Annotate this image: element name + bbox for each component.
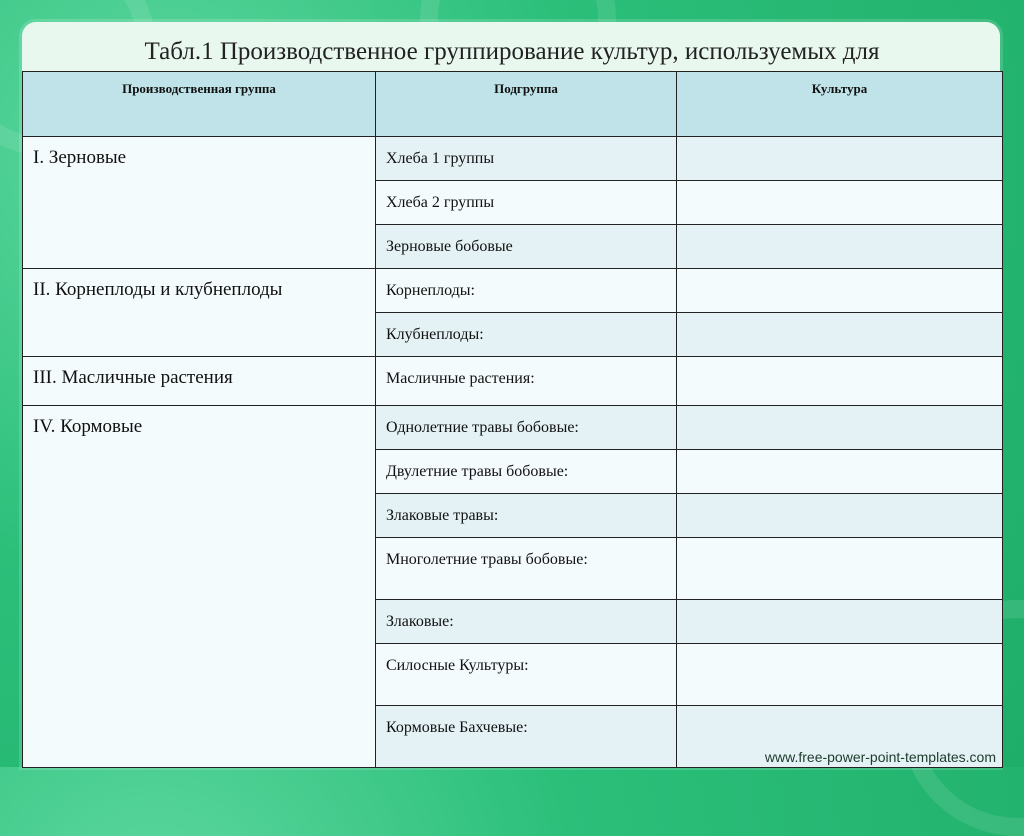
- table-row: [23, 137, 1003, 181]
- culture-cell[interactable]: [677, 181, 1003, 225]
- culture-cell[interactable]: [677, 357, 1003, 406]
- subgroup-cell: Зерновые бобовые: [376, 225, 677, 269]
- subgroup-cell: Однолетние травы бобовые:: [376, 406, 677, 450]
- culture-cell[interactable]: [677, 450, 1003, 494]
- subgroup-cell: Многолетние травы бобовые:: [376, 538, 677, 600]
- group-cell: II. Корнеплоды и клубнеплоды: [23, 269, 376, 357]
- table-row: [23, 406, 1003, 450]
- culture-cell[interactable]: [677, 538, 1003, 600]
- footer-url: www.free-power-point-templates.com: [764, 749, 996, 765]
- subgroup-cell: Масличные растения:: [376, 357, 677, 406]
- subgroup-cell: Клубнеплоды:: [376, 313, 677, 357]
- subgroup-cell: Двулетние травы бобовые:: [376, 450, 677, 494]
- culture-cell[interactable]: [677, 494, 1003, 538]
- table-row: [23, 357, 1003, 406]
- subgroup-cell: Кормовые Бахчевые:: [376, 706, 677, 768]
- header-subgroup: Подгруппа: [376, 72, 677, 137]
- culture-cell[interactable]: [677, 406, 1003, 450]
- group-cell: I. Зерновые: [23, 137, 376, 269]
- group-cell: IV. Кормовые: [23, 406, 376, 768]
- culture-cell[interactable]: [677, 137, 1003, 181]
- subgroup-cell: Хлеба 1 группы: [376, 137, 677, 181]
- table-header-row: [23, 72, 1003, 137]
- table-row: [23, 269, 1003, 313]
- group-cell: III. Масличные растения: [23, 357, 376, 406]
- culture-cell[interactable]: [677, 644, 1003, 706]
- culture-cell[interactable]: [677, 600, 1003, 644]
- subgroup-cell: Злаковые:: [376, 600, 677, 644]
- culture-cell[interactable]: [677, 313, 1003, 357]
- crop-grouping-table: [22, 71, 1003, 768]
- subgroup-cell: Силосные Культуры:: [376, 644, 677, 706]
- header-group: Производственная группа: [23, 72, 376, 137]
- subgroup-cell: Хлеба 2 группы: [376, 181, 677, 225]
- subgroup-cell: Корнеплоды:: [376, 269, 677, 313]
- culture-cell[interactable]: [677, 225, 1003, 269]
- slide-title: Табл.1 Производственное группирование культур, используемых для: [144, 38, 880, 65]
- subgroup-cell: Злаковые травы:: [376, 494, 677, 538]
- culture-cell[interactable]: [677, 269, 1003, 313]
- header-culture: Культура: [677, 72, 1003, 137]
